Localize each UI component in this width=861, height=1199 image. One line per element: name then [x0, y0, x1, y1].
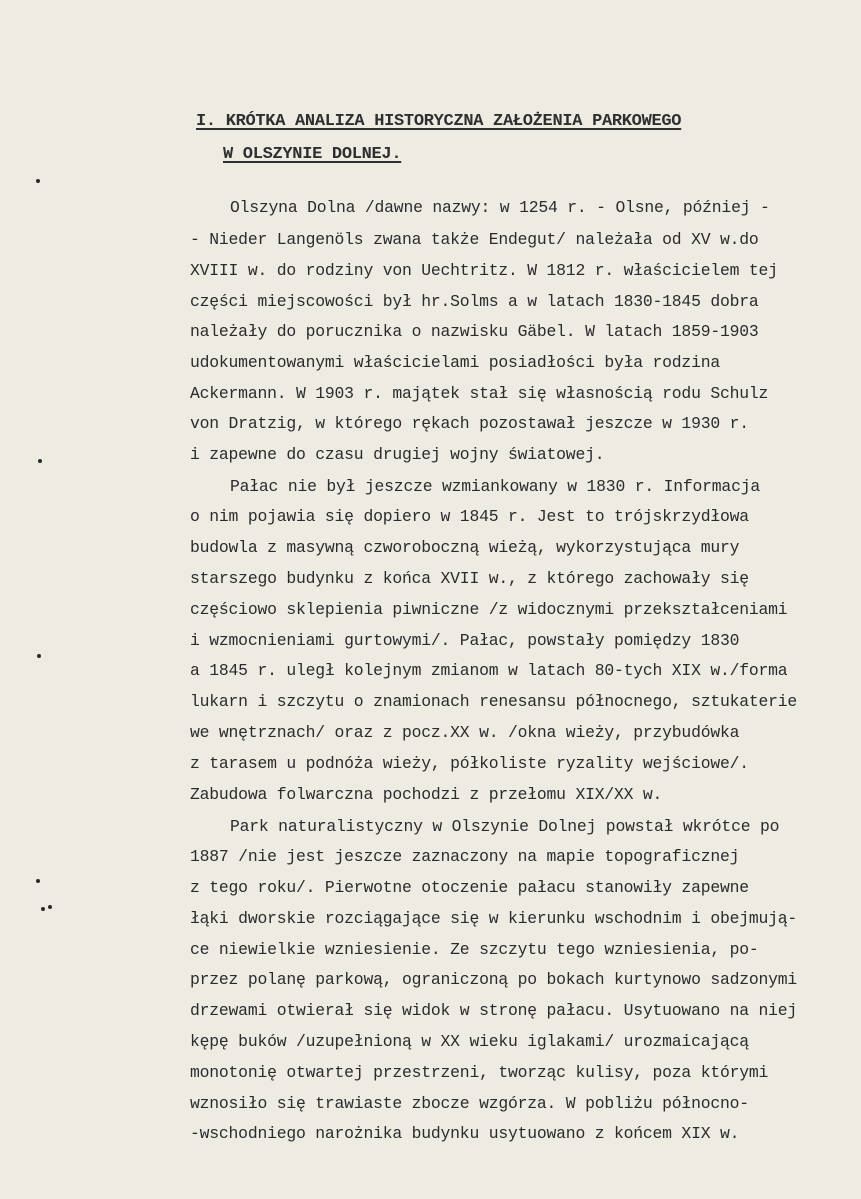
body-line: przez polanę parkową, ograniczoną po bokach kurtynowo sadzonymi: [190, 970, 798, 989]
body-line: części miejscowości był hr.Solms a w latach 1830-1845 dobra: [190, 292, 759, 311]
body-line: we wnętrznach/ oraz z pocz.XX w. /okna wieży, przybudówka: [190, 723, 740, 742]
body-line: Olszyna Dolna /dawne nazwy: w 1254 r. - Olsne, później -: [230, 198, 770, 217]
body-line: XVIII w. do rodziny von Uechtritz. W 1812 r. właścicielem tej: [190, 261, 778, 280]
body-line: i wzmocnieniami gurtowymi/. Pałac, powstały pomiędzy 1830: [190, 631, 740, 650]
body-line: z tarasem u podnóża wieży, półkoliste ryzality wejściowe/.: [190, 754, 749, 773]
body-line: Park naturalistyczny w Olszynie Dolnej powstał wkrótce po: [230, 817, 780, 836]
body-line: monotonię otwartej przestrzeni, tworząc kulisy, poza którymi: [190, 1063, 769, 1082]
body-line: 1887 /nie jest jeszcze zaznaczony na mapie topograficznej: [190, 847, 740, 866]
body-line: Zabudowa folwarczna pochodzi z przełomu XIX/XX w.: [190, 785, 663, 804]
body-line: Ackermann. W 1903 r. majątek stał się własnością rodu Schulz: [190, 384, 769, 403]
margin-dot: [36, 179, 40, 183]
body-line: o nim pojawia się dopiero w 1845 r. Jest to trójskrzydłowa: [190, 507, 749, 526]
margin-dot: [37, 654, 41, 658]
body-line: von Dratzig, w którego rękach pozostawał jeszcze w 1930 r.: [190, 414, 749, 433]
margin-dot: [41, 907, 45, 911]
body-line: a 1845 r. uległ kolejnym zmianom w latach 80-tych XIX w./forma: [190, 661, 788, 680]
body-line: udokumentowanymi właścicielami posiadłości była rodzina: [190, 353, 720, 372]
body-line: kępę buków /uzupełnioną w XX wieku iglakami/ urozmaicającą: [190, 1032, 749, 1051]
body-line: starszego budynku z końca XVII w., z którego zachowały się: [190, 569, 749, 588]
margin-dot: [48, 905, 52, 909]
body-line: ce niewielkie wzniesienie. Ze szczytu tego wzniesienia, po-: [190, 940, 759, 959]
body-line: łąki dworskie rozciągające się w kierunku wschodnim i obejmują-: [190, 909, 798, 928]
body-line: lukarn i szczytu o znamionach renesansu północnego, sztukaterie: [190, 692, 798, 711]
body-line: wznosiło się trawiaste zbocze wzgórza. W pobliżu północno-: [190, 1094, 749, 1113]
margin-dot: [36, 879, 40, 883]
body-line: drzewami otwierał się widok w stronę pałacu. Usytuowano na niej: [190, 1001, 798, 1020]
section-heading-line-1: I. KRÓTKA ANALIZA HISTORYCZNA ZAŁOŻENIA PARKOWEGO: [196, 112, 682, 131]
body-line: i zapewne do czasu drugiej wojny światowej.: [190, 445, 605, 464]
section-heading-line-2: W OLSZYNIE DOLNEJ.: [223, 145, 402, 164]
body-line: należały do porucznika o nazwisku Gäbel. W latach 1859-1903: [190, 322, 759, 341]
body-line: -wschodniego narożnika budynku usytuowano z końcem XIX w.: [190, 1124, 740, 1143]
body-line: budowla z masywną czworoboczną wieżą, wykorzystująca mury: [190, 538, 740, 557]
body-line: częściowo sklepienia piwniczne /z widocznymi przekształceniami: [190, 600, 788, 619]
margin-dot: [38, 459, 42, 463]
body-line: z tego roku/. Pierwotne otoczenie pałacu stanowiły zapewne: [190, 878, 749, 897]
body-line: Pałac nie był jeszcze wzmiankowany w 1830 r. Informacja: [230, 477, 760, 496]
body-line: - Nieder Langenöls zwana także Endegut/ należała od XV w.do: [190, 230, 759, 249]
